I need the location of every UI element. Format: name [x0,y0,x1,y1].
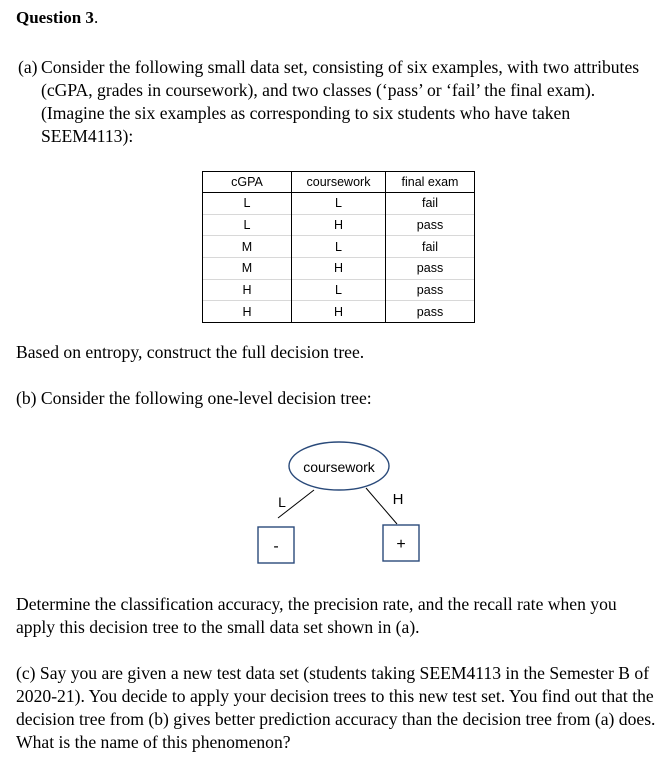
header-final-exam: final exam [386,172,475,193]
table-cell: pass [386,214,475,236]
part-a-instruction: Based on entropy, construct the full decision tree. [16,342,365,362]
table-cell: pass [386,279,475,301]
table-cell: M [203,236,292,258]
question-label: Question 3 [16,8,94,27]
table-cell: fail [386,193,475,215]
part-b-text: (b) Consider the following one-level decision tree: [16,388,372,408]
table-row [203,193,475,215]
question-title-dot: . [93,8,99,27]
table-cell: L [203,214,292,236]
header-coursework: coursework [292,172,386,193]
table-cell: H [203,279,292,301]
part-b-question: Determine the classification accuracy, the precision rate, and the recall rate when you apply this decision tree to the small data set shown in (a). [16,594,617,637]
table-cell: H [292,258,386,280]
table-cell: H [203,301,292,323]
part-c-text: (c) Say you are given a new test data set (students taking SEEM4113 in the Semester B of 2020-21). You decide to apply your decision trees to this new test set. You find out that the decision tree from (b) gives better prediction accuracy than the decision tree from (a) does. What is the name of this phenomenon? [16,663,656,752]
table-cell: L [292,279,386,301]
tree-left-edge-label: L [278,494,286,510]
header-cgpa: cGPA [203,172,292,193]
tree-root-label: coursework [303,459,375,475]
table-row [203,258,475,280]
table-header-row [203,172,475,193]
tree-right-leaf-label: + [396,536,406,553]
table-cell: L [203,193,292,215]
decision-tree [250,440,450,575]
table-cell: H [292,301,386,323]
table-cell: pass [386,258,475,280]
table-cell: pass [386,301,475,323]
data-table [202,171,475,323]
table-row [203,279,475,301]
tree-right-edge-label: H [392,491,404,508]
table-cell: L [292,193,386,215]
tree-left-leaf-label: - [273,538,279,555]
table-cell: L [292,236,386,258]
table-cell: M [203,258,292,280]
table-row [203,301,475,323]
table-cell: fail [386,236,475,258]
part-a-paragraph [18,56,663,148]
question-title [16,8,98,28]
part-a-text: Consider the following small data set, consisting of six examples, with two attributes (cGPA, grades in coursework), and two classes (‘pass’ or ‘fail’ the final exam). (Imagine the six examples as corresponding to six students who have taken SEEM4113): [41,57,640,146]
table-row [203,214,475,236]
table-cell: H [292,214,386,236]
table-row [203,236,475,258]
part-a-label: (a) [18,57,38,77]
